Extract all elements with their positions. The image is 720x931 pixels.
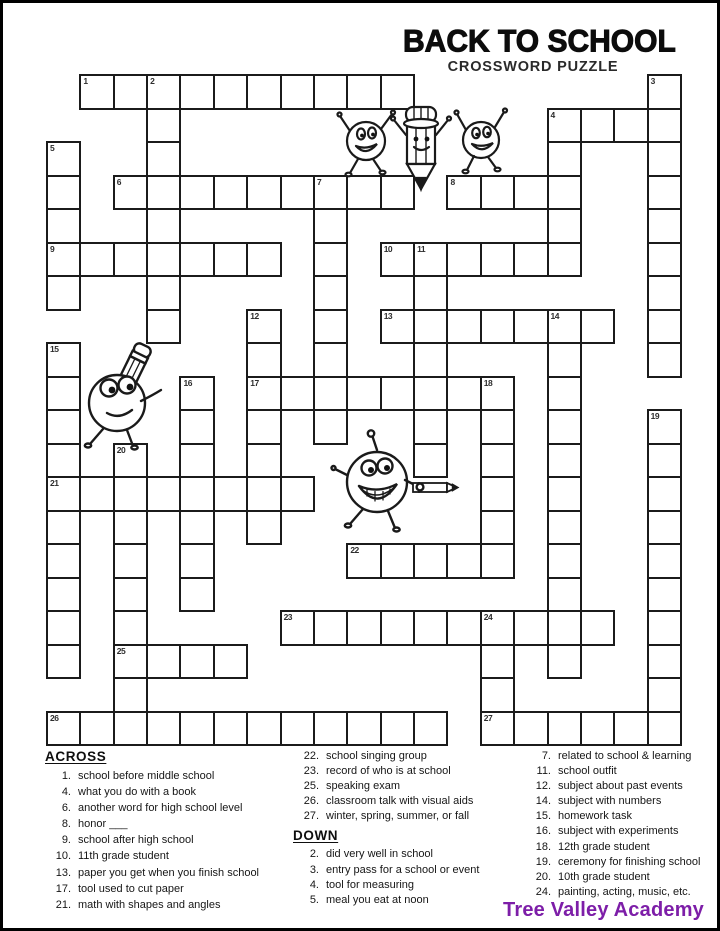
clue-text: homework task bbox=[558, 810, 632, 823]
cell-number: 24 bbox=[483, 612, 493, 622]
grid-cell[interactable] bbox=[580, 711, 615, 747]
grid-cell[interactable] bbox=[46, 510, 81, 546]
grid-cell[interactable] bbox=[246, 409, 281, 445]
grid-cell[interactable] bbox=[480, 476, 515, 512]
top-mascots-group bbox=[336, 99, 516, 195]
grid-cell[interactable] bbox=[647, 644, 682, 680]
grid-cell[interactable] bbox=[179, 644, 214, 680]
cell-number: 15 bbox=[50, 344, 59, 354]
grid-cell[interactable] bbox=[547, 309, 582, 345]
grid-cell[interactable] bbox=[480, 610, 515, 646]
grid-cell[interactable] bbox=[513, 309, 548, 345]
grid-cell[interactable] bbox=[46, 275, 81, 311]
clue-number: 21. bbox=[55, 898, 71, 911]
clue-item bbox=[525, 764, 717, 779]
clue-number: 2. bbox=[309, 848, 319, 861]
grid-cell[interactable] bbox=[413, 309, 448, 345]
grid-cell[interactable] bbox=[246, 242, 281, 278]
grid-cell[interactable] bbox=[179, 476, 214, 512]
grid-cell[interactable] bbox=[313, 342, 348, 378]
grid-cell[interactable] bbox=[213, 74, 248, 110]
cell-number: 6 bbox=[116, 176, 121, 187]
clue-text: school after high school bbox=[78, 834, 194, 847]
clue-item bbox=[293, 893, 523, 908]
grid-cell[interactable] bbox=[480, 443, 515, 479]
grid-cell[interactable] bbox=[79, 242, 114, 278]
clue-text: related to school & learning bbox=[558, 750, 692, 762]
grid-cell[interactable] bbox=[113, 175, 148, 211]
clue-number: 17. bbox=[55, 882, 71, 895]
grid-cell[interactable] bbox=[280, 711, 315, 747]
grid-cell[interactable] bbox=[246, 74, 281, 110]
grid-cell[interactable] bbox=[647, 409, 682, 445]
grid-cell[interactable] bbox=[613, 711, 648, 747]
clue-number: 3. bbox=[309, 863, 319, 876]
grid-cell[interactable] bbox=[547, 242, 582, 278]
grid-cell[interactable] bbox=[46, 711, 81, 747]
clue-number: 19. bbox=[535, 855, 551, 868]
clue-number: 6. bbox=[61, 802, 71, 815]
grid-cell[interactable] bbox=[280, 74, 315, 110]
clue-item bbox=[45, 848, 291, 864]
cell-number: 11 bbox=[417, 243, 426, 254]
cell-number: 16 bbox=[183, 377, 192, 388]
drawing-mascot-group bbox=[75, 341, 215, 456]
grid-cell[interactable] bbox=[647, 275, 682, 311]
clue-text: tool used to cut paper bbox=[78, 882, 184, 895]
grid-cell[interactable] bbox=[179, 510, 214, 546]
cell-number: 19 bbox=[650, 411, 660, 421]
branding-text: Tree Valley Academy bbox=[503, 899, 704, 921]
clue-text: classroom talk with visual aids bbox=[326, 795, 474, 808]
grid-cell[interactable] bbox=[113, 242, 148, 278]
clue-number: 26. bbox=[303, 795, 319, 808]
grid-cell[interactable] bbox=[46, 543, 81, 579]
grid-cell[interactable] bbox=[547, 108, 582, 144]
grid-cell[interactable] bbox=[179, 242, 214, 278]
grid-cell[interactable] bbox=[580, 108, 615, 144]
grid-cell[interactable] bbox=[413, 275, 448, 311]
grid-cell[interactable] bbox=[513, 175, 548, 211]
cell-number: 4 bbox=[550, 109, 555, 120]
clue-number: 18. bbox=[535, 840, 551, 853]
grid-cell[interactable] bbox=[647, 242, 682, 278]
grid-cell[interactable] bbox=[547, 141, 582, 177]
grid-cell[interactable] bbox=[46, 242, 81, 278]
cell-number: 7 bbox=[316, 176, 322, 187]
clues-column-across bbox=[45, 749, 291, 913]
grid-cell[interactable] bbox=[246, 376, 281, 412]
grid-cell[interactable] bbox=[647, 108, 682, 144]
grid-cell[interactable] bbox=[346, 376, 381, 412]
grid-cell[interactable] bbox=[547, 610, 582, 646]
grid-cell[interactable] bbox=[547, 711, 582, 747]
grid-cell[interactable] bbox=[480, 376, 515, 412]
grid-cell[interactable] bbox=[146, 275, 181, 311]
grid-cell[interactable] bbox=[513, 610, 548, 646]
clue-number: 22. bbox=[303, 750, 319, 762]
cell-number: 21 bbox=[50, 478, 59, 488]
grid-cell[interactable] bbox=[480, 711, 515, 747]
clue-number: 27. bbox=[303, 810, 319, 823]
clue-item bbox=[293, 779, 523, 794]
clue-text: record of who is at school bbox=[326, 765, 451, 778]
clue-number: 9. bbox=[61, 834, 71, 847]
grid-cell[interactable] bbox=[280, 610, 315, 646]
clue-text: 11th grade student bbox=[78, 850, 169, 863]
grid-cell[interactable] bbox=[146, 175, 181, 211]
grid-cell[interactable] bbox=[113, 74, 148, 110]
grid-cell[interactable] bbox=[146, 711, 181, 747]
grid-cell[interactable] bbox=[313, 610, 348, 646]
clue-item bbox=[45, 832, 291, 848]
grid-cell[interactable] bbox=[113, 711, 148, 747]
grid-cell[interactable] bbox=[380, 309, 415, 345]
cell-number: 14 bbox=[550, 310, 560, 321]
grid-cell[interactable] bbox=[46, 141, 81, 177]
grid-cell[interactable] bbox=[246, 342, 281, 378]
grid-cell[interactable] bbox=[146, 644, 181, 680]
clue-text: school singing group bbox=[326, 750, 427, 762]
grid-cell[interactable] bbox=[413, 376, 448, 412]
grid-cell[interactable] bbox=[480, 242, 515, 278]
clue-text: 10th grade student bbox=[558, 870, 650, 883]
cell-number: 10 bbox=[383, 243, 393, 254]
clue-item bbox=[525, 885, 717, 900]
clue-item bbox=[293, 847, 523, 862]
grid-cell[interactable] bbox=[113, 677, 148, 713]
grid-cell[interactable] bbox=[446, 543, 481, 579]
grid-cell[interactable] bbox=[246, 443, 281, 479]
clue-number: 13. bbox=[55, 866, 71, 879]
grid-cell[interactable] bbox=[413, 610, 448, 646]
clue-text: winter, spring, summer, or fall bbox=[326, 810, 470, 823]
clue-number: 23. bbox=[303, 765, 319, 778]
clue-item bbox=[45, 800, 291, 816]
grid-cell[interactable] bbox=[647, 342, 682, 378]
clue-number: 7. bbox=[541, 750, 551, 762]
clue-item bbox=[293, 749, 523, 764]
grid-cell[interactable] bbox=[413, 342, 448, 378]
grid-cell[interactable] bbox=[480, 409, 515, 445]
grid-cell[interactable] bbox=[647, 711, 682, 747]
clue-number: 24. bbox=[535, 885, 551, 898]
cell-number: 18 bbox=[483, 377, 493, 388]
clue-text: paper you get when you finish school bbox=[78, 866, 260, 879]
page-title: BACK TO SCHOOL bbox=[403, 24, 676, 59]
cell-number: 3 bbox=[650, 76, 655, 86]
grid-cell[interactable] bbox=[213, 644, 248, 680]
grid-cell[interactable] bbox=[213, 175, 248, 211]
grid-cell[interactable] bbox=[280, 376, 315, 412]
grid-cell[interactable] bbox=[246, 476, 281, 512]
grid-cell[interactable] bbox=[146, 476, 181, 512]
grid-cell[interactable] bbox=[547, 644, 582, 680]
grid-cell[interactable] bbox=[146, 74, 181, 110]
cell-number: 25 bbox=[116, 645, 126, 656]
grid-cell[interactable] bbox=[313, 242, 348, 278]
clue-item bbox=[45, 881, 291, 897]
grid-cell[interactable] bbox=[480, 309, 515, 345]
clue-number: 15. bbox=[535, 810, 551, 823]
grid-cell[interactable] bbox=[547, 443, 582, 479]
grid-cell[interactable] bbox=[547, 342, 582, 378]
clue-text: what you do with a book bbox=[78, 786, 197, 799]
grid-cell[interactable] bbox=[647, 443, 682, 479]
grid-cell[interactable] bbox=[413, 242, 448, 278]
cell-number: 23 bbox=[283, 612, 293, 622]
across-header: ACROSS bbox=[45, 749, 107, 764]
grid-cell[interactable] bbox=[246, 309, 281, 345]
grid-cell[interactable] bbox=[79, 711, 114, 747]
cell-number: 5 bbox=[50, 143, 55, 153]
clue-number: 10. bbox=[55, 850, 71, 863]
clue-item bbox=[293, 863, 523, 878]
grid-cell[interactable] bbox=[513, 711, 548, 747]
drawing-ball-character bbox=[85, 375, 161, 450]
cell-number: 8 bbox=[450, 176, 455, 187]
grid-cell[interactable] bbox=[79, 476, 114, 512]
clue-item bbox=[525, 855, 717, 870]
grid-cell[interactable] bbox=[46, 610, 81, 646]
clue-item bbox=[293, 764, 523, 779]
grid-cell[interactable] bbox=[246, 711, 281, 747]
grid-cell[interactable] bbox=[113, 476, 148, 512]
grid-cell[interactable] bbox=[179, 543, 214, 579]
grid-cell[interactable] bbox=[46, 577, 81, 613]
clue-text: math with shapes and angles bbox=[78, 898, 221, 911]
grid-cell[interactable] bbox=[46, 175, 81, 211]
grid-cell[interactable] bbox=[146, 208, 181, 244]
clue-item bbox=[525, 794, 717, 809]
grid-cell[interactable] bbox=[647, 208, 682, 244]
grid-cell[interactable] bbox=[346, 610, 381, 646]
grid-cell[interactable] bbox=[179, 74, 214, 110]
grid-cell[interactable] bbox=[647, 74, 682, 110]
cell-number: 26 bbox=[50, 712, 59, 723]
grid-cell[interactable] bbox=[179, 577, 214, 613]
grid-cell[interactable] bbox=[446, 376, 481, 412]
clues-column-down bbox=[525, 749, 717, 900]
cell-number: 1 bbox=[83, 76, 88, 86]
clue-text: entry pass for a school or event bbox=[326, 863, 480, 876]
grid-cell[interactable] bbox=[46, 476, 81, 512]
grid-cell[interactable] bbox=[380, 711, 415, 747]
grid-cell[interactable] bbox=[647, 510, 682, 546]
clue-item bbox=[45, 897, 291, 913]
grid-cell[interactable] bbox=[46, 208, 81, 244]
clues-column-middle bbox=[293, 749, 523, 908]
grid-cell[interactable] bbox=[413, 543, 448, 579]
clue-text: painting, acting, music, etc. bbox=[558, 885, 691, 898]
grid-cell[interactable] bbox=[113, 577, 148, 613]
grid-cell[interactable] bbox=[647, 543, 682, 579]
grid-cell[interactable] bbox=[179, 711, 214, 747]
grid-cell[interactable] bbox=[313, 208, 348, 244]
grid-cell[interactable] bbox=[313, 309, 348, 345]
grid-cell[interactable] bbox=[480, 510, 515, 546]
clue-number: 8. bbox=[61, 818, 71, 831]
clue-text: school outfit bbox=[558, 765, 617, 778]
clue-item bbox=[293, 809, 523, 824]
grid-cell[interactable] bbox=[613, 108, 648, 144]
grid-cell[interactable] bbox=[547, 577, 582, 613]
clue-item bbox=[45, 768, 291, 784]
clue-number: 20. bbox=[535, 870, 551, 883]
clue-item bbox=[45, 865, 291, 881]
grid-cell[interactable] bbox=[647, 677, 682, 713]
grid-cell[interactable] bbox=[647, 476, 682, 512]
grid-cell[interactable] bbox=[647, 175, 682, 211]
clue-text: did very well in school bbox=[326, 848, 433, 861]
grid-cell[interactable] bbox=[413, 711, 448, 747]
grid-cell[interactable] bbox=[246, 175, 281, 211]
clue-text: school before middle school bbox=[78, 770, 215, 782]
grid-cell[interactable] bbox=[280, 175, 315, 211]
grid-cell[interactable] bbox=[580, 309, 615, 345]
grid-cell[interactable] bbox=[280, 476, 315, 512]
grid-cell[interactable] bbox=[647, 309, 682, 345]
cell-number: 17 bbox=[250, 377, 259, 388]
grid-cell[interactable] bbox=[446, 242, 481, 278]
grid-cell[interactable] bbox=[446, 309, 481, 345]
cell-number: 22 bbox=[350, 545, 359, 555]
cell-number: 12 bbox=[250, 310, 259, 321]
cell-number: 9 bbox=[50, 243, 55, 254]
grid-cell[interactable] bbox=[146, 108, 181, 144]
cell-number: 20 bbox=[116, 444, 126, 455]
pencil-mascot-character bbox=[391, 107, 451, 189]
grid-cell[interactable] bbox=[246, 510, 281, 546]
grid-cell[interactable] bbox=[213, 242, 248, 278]
cell-number: 2 bbox=[150, 76, 155, 86]
clue-number: 4. bbox=[309, 878, 319, 891]
grid-cell[interactable] bbox=[647, 141, 682, 177]
clue-text: speaking exam bbox=[326, 780, 400, 793]
grid-cell[interactable] bbox=[346, 543, 381, 579]
grid-cell[interactable] bbox=[380, 376, 415, 412]
grid-cell[interactable] bbox=[380, 242, 415, 278]
clue-number: 5. bbox=[309, 893, 319, 906]
grid-cell[interactable] bbox=[113, 510, 148, 546]
grid-cell[interactable] bbox=[480, 543, 515, 579]
grid-cell[interactable] bbox=[179, 175, 214, 211]
grid-cell[interactable] bbox=[446, 610, 481, 646]
running-mascot-group bbox=[325, 428, 465, 543]
down-header: DOWN bbox=[293, 828, 339, 844]
clue-text: tool for measuring bbox=[326, 878, 415, 891]
grid-cell[interactable] bbox=[146, 309, 181, 345]
grid-cell[interactable] bbox=[547, 543, 582, 579]
grid-cell[interactable] bbox=[380, 610, 415, 646]
grid-cell[interactable] bbox=[113, 644, 148, 680]
grid-cell[interactable] bbox=[113, 543, 148, 579]
grid-cell[interactable] bbox=[547, 208, 582, 244]
grid-cell[interactable] bbox=[547, 510, 582, 546]
page-subtitle: CROSSWORD PUZZLE bbox=[447, 59, 619, 75]
grid-cell[interactable] bbox=[480, 644, 515, 680]
grid-cell[interactable] bbox=[113, 610, 148, 646]
grid-cell[interactable] bbox=[313, 275, 348, 311]
grid-cell[interactable] bbox=[547, 409, 582, 445]
grid-cell[interactable] bbox=[547, 476, 582, 512]
grid-cell[interactable] bbox=[513, 242, 548, 278]
clue-text: ceremony for finishing school bbox=[558, 855, 701, 868]
clue-number: 11. bbox=[536, 765, 551, 778]
grid-cell[interactable] bbox=[380, 543, 415, 579]
clue-item bbox=[293, 878, 523, 893]
clue-item bbox=[525, 779, 717, 794]
clue-item bbox=[45, 816, 291, 832]
grid-cell[interactable] bbox=[213, 711, 248, 747]
clue-number: 12. bbox=[535, 780, 551, 793]
running-ball-character bbox=[332, 430, 458, 531]
grid-cell[interactable] bbox=[647, 577, 682, 613]
grid-cell[interactable] bbox=[146, 141, 181, 177]
clue-item bbox=[525, 870, 717, 885]
grid-cell[interactable] bbox=[580, 610, 615, 646]
clue-text: subject about past events bbox=[558, 780, 683, 793]
clue-text: subject with numbers bbox=[558, 795, 662, 808]
clue-text: subject with experiments bbox=[558, 825, 679, 838]
clue-number: 25. bbox=[303, 780, 319, 793]
grid-cell[interactable] bbox=[146, 242, 181, 278]
cell-number: 27 bbox=[483, 712, 493, 723]
clue-item bbox=[45, 784, 291, 800]
clue-text: 12th grade student bbox=[558, 840, 650, 853]
grid-cell[interactable] bbox=[313, 376, 348, 412]
clue-item bbox=[293, 794, 523, 809]
grid-cell[interactable] bbox=[46, 644, 81, 680]
clue-item bbox=[525, 809, 717, 824]
grid-cell[interactable] bbox=[213, 476, 248, 512]
clue-number: 4. bbox=[61, 786, 71, 799]
grid-cell[interactable] bbox=[547, 175, 582, 211]
grid-cell[interactable] bbox=[313, 711, 348, 747]
jumping-ball-character-right bbox=[455, 109, 508, 174]
clue-number: 14. bbox=[535, 795, 551, 808]
clue-item bbox=[525, 749, 717, 764]
grid-cell[interactable] bbox=[647, 610, 682, 646]
clue-number: 16. bbox=[535, 825, 551, 838]
clue-text: meal you eat at noon bbox=[326, 893, 429, 906]
grid-cell[interactable] bbox=[480, 677, 515, 713]
grid-cell[interactable] bbox=[79, 74, 114, 110]
grid-cell[interactable] bbox=[547, 376, 582, 412]
clue-text: another word for high school level bbox=[78, 802, 243, 815]
jumping-ball-character-left bbox=[338, 111, 396, 177]
cell-number: 13 bbox=[383, 310, 393, 321]
clue-item bbox=[525, 824, 717, 839]
clue-item bbox=[525, 840, 717, 855]
clue-number: 1. bbox=[61, 770, 71, 782]
grid-cell[interactable] bbox=[346, 711, 381, 747]
clue-text: honor ___ bbox=[78, 818, 128, 831]
